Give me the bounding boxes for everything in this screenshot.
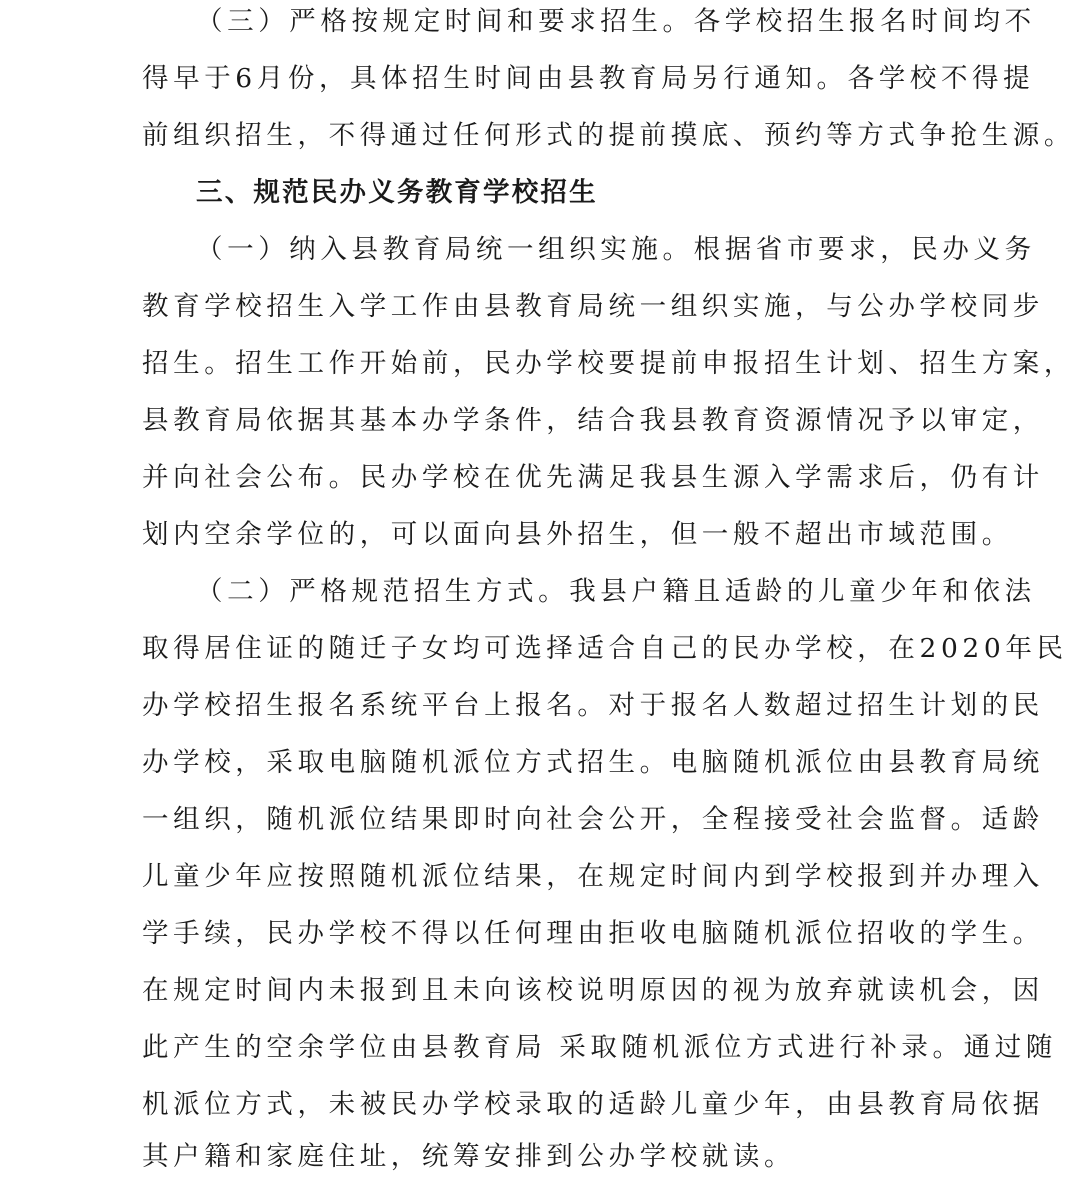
paragraph-3-line-1 (196, 2, 1036, 42)
paragraph-3-line-1-text: （三）严格按规定时间和要求招生。各学校招生报名时间均不 (196, 6, 1036, 37)
paragraph-5-line-10: 机派位方式，未被民办学校录取的适龄儿童少年，由县教育局依据 (142, 1089, 1044, 1120)
paragraph-5-line-8: 在规定时间内未报到且未向该校说明原因的视为放弃就读机会，因 (142, 975, 1044, 1006)
paragraph-4-line-4: 县教育局依据其基本办学条件，结合我县教育资源情况予以审定， (142, 405, 1044, 436)
paragraph-3-line-2: 得早于6月份，具体招生时间由县教育局另行通知。各学校不得提 (142, 63, 1035, 94)
paragraph-5-line-4: 办学校，采取电脑随机派位方式招生。电脑随机派位由县教育局统 (142, 747, 1044, 778)
paragraph-5-line-1: （二）严格规范招生方式。我县户籍且适龄的儿童少年和依法 (196, 576, 1036, 607)
paragraph-5-line-5: 一组织，随机派位结果即时向社会公开，全程接受社会监督。适龄 (142, 804, 1044, 835)
paragraph-5-line-2: 取得居住证的随迁子女均可选择适合自己的民办学校，在2020年民 (142, 633, 1068, 664)
paragraph-4-line-1: （一）纳入县教育局统一组织实施。根据省市要求，民办义务 (196, 234, 1036, 265)
paragraph-4-line-2: 教育学校招生入学工作由县教育局统一组织实施，与公办学校同步 (142, 291, 1044, 322)
paragraph-4-line-6: 划内空余学位的，可以面向县外招生，但一般不超出市域范围。 (142, 519, 1013, 550)
paragraph-3-line-3: 前组织招生，不得通过任何形式的提前摸底、预约等方式争抢生源。 (142, 120, 1075, 151)
section-3-heading: 三、规范民办义务教育学校招生 (196, 177, 598, 208)
paragraph-5-line-9: 此产生的空余学位由县教育局 采取随机派位方式进行补录。通过随 (142, 1032, 1057, 1063)
paragraph-5-line-7: 学手续，民办学校不得以任何理由拒收电脑随机派位招收的学生。 (142, 918, 1044, 949)
paragraph-5-line-3: 办学校招生报名系统平台上报名。对于报名人数超过招生计划的民 (142, 690, 1044, 721)
paragraph-4-line-5: 并向社会公布。民办学校在优先满足我县生源入学需求后，仍有计 (142, 462, 1044, 493)
paragraph-5-line-11: 其户籍和家庭住址，统筹安排到公办学校就读。 (142, 1141, 796, 1172)
paragraph-5-line-6: 儿童少年应按照随机派位结果，在规定时间内到学校报到并办理入 (142, 861, 1044, 892)
paragraph-4-line-3: 招生。招生工作开始前，民办学校要提前申报招生计划、招生方案， (142, 348, 1075, 379)
